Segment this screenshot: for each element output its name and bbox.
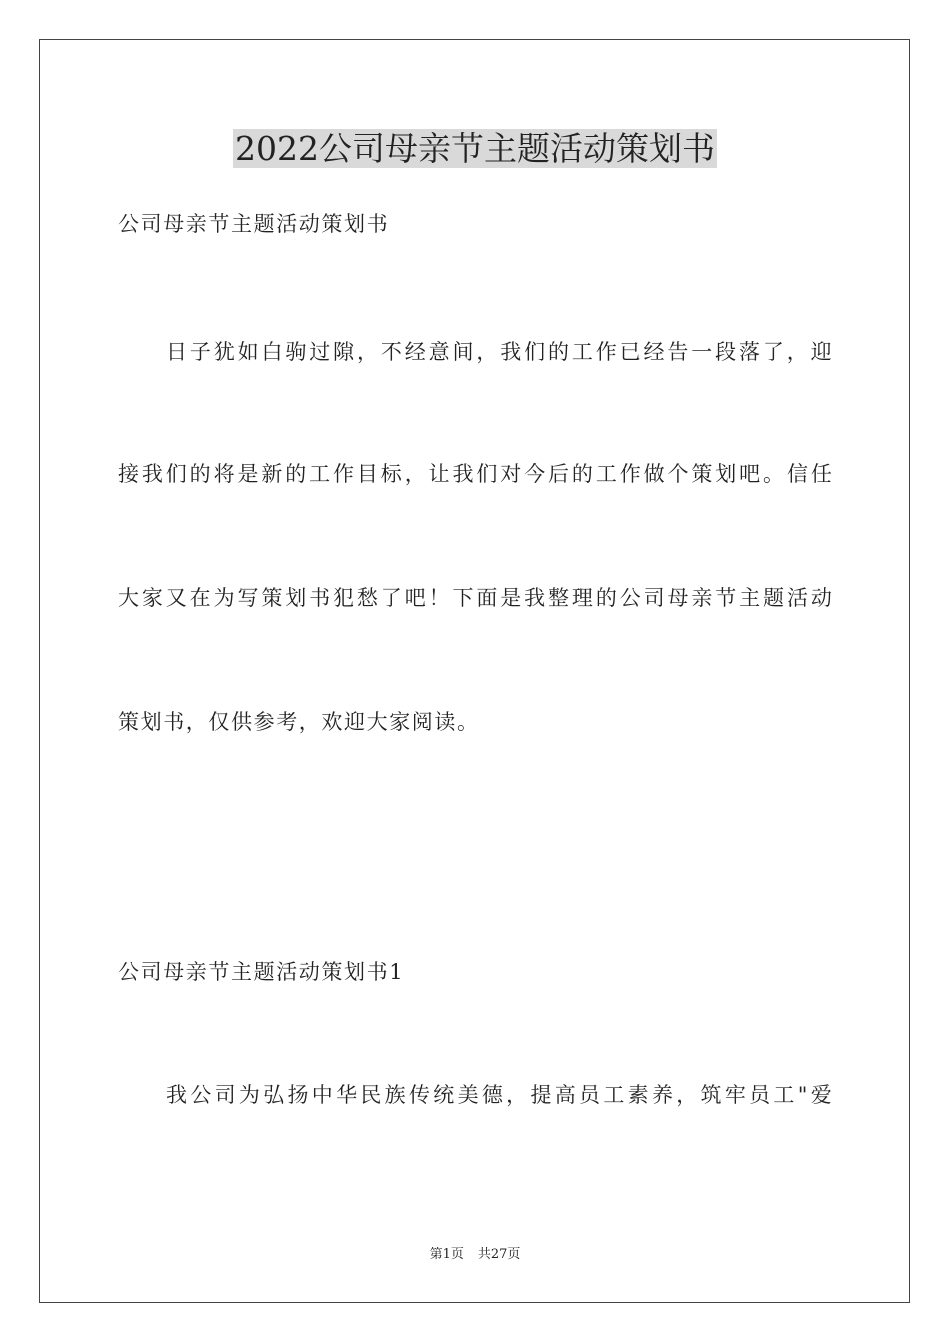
page-footer bbox=[0, 1246, 950, 1264]
paragraph1-line2: 接 我 们 的 将 是 新 的 工 作 目 标 ， 让 我 们 对 今 后 的 工 作 做 个 策 划 吧 。 信 任 bbox=[118, 462, 832, 486]
document-subtitle: 公司母亲节主题活动策划书 bbox=[118, 212, 390, 236]
section1-heading: 公司母亲节主题活动策划书1 bbox=[118, 960, 405, 984]
paragraph2-line1: 我 公 司 为 弘 扬 中 华 民 族 传 统 美 德 ， 提 高 员 工 素 养 ， 筑 牢 员 工 " 爱 bbox=[166, 1083, 832, 1107]
document-title bbox=[0, 128, 950, 170]
page-total: 共27页 bbox=[477, 1247, 521, 1262]
document-title-text: 2022公司母亲节主题活动策划书 bbox=[235, 129, 715, 168]
page-number: 第1页 bbox=[429, 1247, 464, 1262]
paragraph1-line3: 大 家 又 在 为 写 策 划 书 犯 愁 了 吧 ！ 下 面 是 我 整 理 的 公 司 母 亲 节 主 题 活 动 bbox=[118, 586, 832, 610]
paragraph1-line1: 日 子 犹 如 白 驹 过 隙 ， 不 经 意 间 ， 我 们 的 工 作 已 经 告 一 段 落 了 ， 迎 bbox=[166, 340, 832, 364]
paragraph1-line4: 策划书，仅供参考，欢迎大家阅读。 bbox=[118, 710, 480, 734]
